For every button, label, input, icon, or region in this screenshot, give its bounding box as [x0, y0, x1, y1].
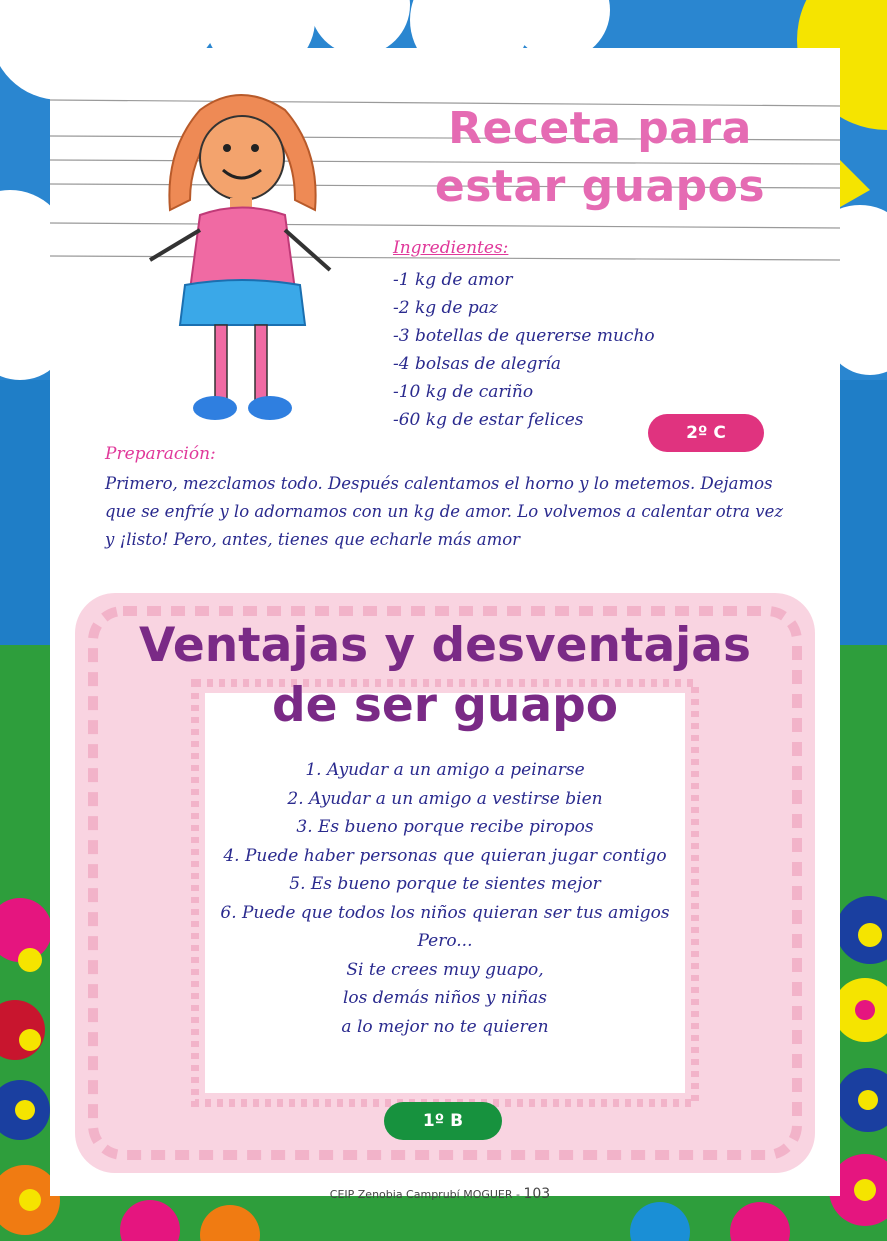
advantages-title-line1: Ventajas y desventajas	[139, 618, 751, 673]
closing-line: Si te crees muy guapo,	[346, 959, 544, 980]
page-sheet	[50, 48, 840, 1196]
recipe-title-line2: estar guapos	[434, 161, 766, 212]
advantages-title	[90, 616, 800, 736]
preparation-text: Primero, mezclamos todo. Después calentamos el horno y lo metemos. Dejamos que se enfríe y lo adornamos con un kg de amor. Lo volvemos a calentar otra vez y ¡listo! Pero, antes, tienes que echarle más amor	[105, 474, 784, 549]
page-number: 103	[523, 1186, 551, 1202]
list-item: 2. Ayudar a un amigo a vestirse bien	[287, 788, 603, 809]
closing-line: los demás niños y niñas	[342, 988, 548, 1008]
list-item: -10 kg de cariño	[393, 382, 534, 402]
list-item: -2 kg de paz	[393, 298, 498, 318]
class-badge-1b: 1º B	[384, 1102, 502, 1140]
recipe-title-line1: Receta para	[448, 103, 752, 154]
ingredients-list	[393, 266, 655, 434]
recipe-title	[385, 100, 815, 216]
class-badge-2c: 2º C	[648, 414, 764, 452]
list-item: 1. Ayudar a un amigo a peinarse	[305, 760, 585, 780]
list-item: 3. Es bueno porque recibe piropos	[296, 817, 594, 837]
closing-line: Pero...	[417, 931, 473, 951]
list-item: 6. Puede que todos los niños quieran ser tus amigos	[220, 902, 670, 923]
ingredients-heading: Ingredientes:	[393, 238, 509, 258]
list-item: 5. Es bueno porque te sientes mejor	[289, 874, 601, 894]
closing-line: a lo mejor no te quieren	[341, 1016, 549, 1037]
footer-school: CEIP Zenobia Camprubí MOGUER -	[329, 1188, 524, 1201]
list-item: -3 botellas de quererse mucho	[393, 326, 655, 346]
page-footer	[270, 1186, 610, 1202]
preparation-heading: Preparación:	[105, 444, 216, 464]
list-item: 4. Puede haber personas que quieran jugar contigo	[223, 845, 667, 866]
list-item: -4 bolsas de alegría	[393, 354, 562, 374]
girl-drawing	[145, 90, 335, 420]
list-item: -1 kg de amor	[393, 270, 513, 290]
list-item: -60 kg de estar felices	[393, 410, 584, 430]
advantages-list	[145, 756, 745, 1041]
advantages-title-line2: de ser guapo	[271, 678, 619, 733]
